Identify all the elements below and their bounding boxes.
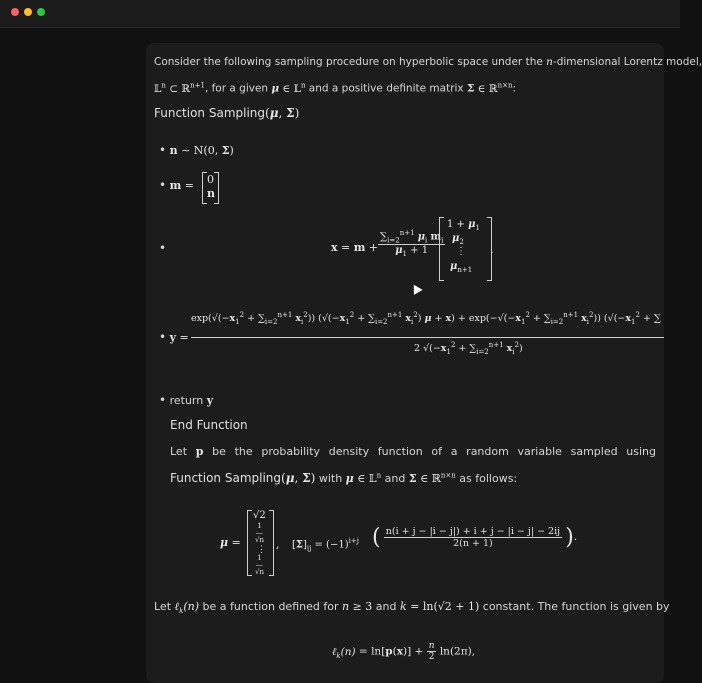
step-x-bullet: • xyxy=(159,241,167,255)
mu-comma: , xyxy=(276,538,280,551)
let-p-line-1: Let p be the probability density function of a random variable sampled using xyxy=(170,445,657,458)
mu-lhs: μ = xyxy=(220,536,241,549)
function-header: Function Sampling(μ, Σ) xyxy=(154,106,300,120)
ell-formula: ℓ$_k$(n) = ln[p(x)] + $\frac{n}{2}$ ln(2π), xyxy=(332,641,476,662)
step-y-numerator: $\exp(√(-x_1^2 + \sum_{i=2}^{n+1}$ $x_i^2$)) ($√(-x_1^2 + \sum_{i=2}^{n+1}$ $x_i^2$) $\mu + x) + \exp(-√(-x_1^2 + \sum_{i=2}^{n+1}$ $x_i^2$)) ($√(-x_1^2$ + ∑ xyxy=(191,311,661,327)
zoom-window-button[interactable] xyxy=(37,8,45,16)
intro-line-2: 𝕃$^n$ ⊂ ℝ$^{n+1}$, for a given μ ∈ 𝕃$^n$ and a positive definite matrix Σ ∈ ℝ$^{n\times n}$: xyxy=(154,81,517,95)
minimize-window-button[interactable] xyxy=(24,8,32,16)
window-titlebar xyxy=(0,0,680,28)
step-n: • n ∼ N(0, Σ) xyxy=(159,143,234,157)
step-return: • return y xyxy=(159,393,214,407)
step-y-bullet: • y = xyxy=(159,330,189,344)
end-function: End Function xyxy=(170,418,248,432)
step-x-lhs: x = m + xyxy=(331,241,379,254)
sigma-fraction: ( $\frac{n(i + j - |i - j|) + i + j - |i - j| - 2ij}{2(n + 1)}$ ). xyxy=(372,525,578,550)
close-window-button[interactable] xyxy=(11,8,19,16)
step-x-period: . xyxy=(490,243,494,256)
ell-definition: Let ℓ$_k$(n) be a function defined for n ≥ 3 and k = ln(√2 + 1) constant. The function is given by xyxy=(154,600,670,616)
step-y-denominator: 2 $√(-x_1^2 + \sum_{i=2}^{n+1}$ $x_i^2$) xyxy=(414,341,523,357)
step-x-vector: $1 + \mu_1$ $\mu_2$ ⋮ $\mu_{n+1}$ xyxy=(439,217,493,281)
step-m: • m = xyxy=(159,178,194,192)
message-bubble xyxy=(146,43,702,683)
let-p-line-2: Function Sampling(μ, Σ) with μ ∈ 𝕃$^n$ and Σ ∈ ℝ$^{n\times n}$ as follows: xyxy=(170,471,518,485)
intro-line-1: Consider the following sampling procedure on hyperbolic space under the n-dimensional Lorentz model, xyxy=(154,56,702,68)
step-x-fraction: $\frac{\sum_{i=2}^{n+1} \mu_i m_i}{\mu_1 + 1}$ xyxy=(380,229,444,259)
sigma-lhs: $[\Sigma]_{ij} = (-1)^{i+j}$ xyxy=(292,537,359,553)
step-y-fraction-bar xyxy=(191,337,664,338)
step-m-vector: 0 n xyxy=(202,172,216,204)
mu-vector: √2 1 — √n ⋮ 1 — √n xyxy=(247,510,273,576)
